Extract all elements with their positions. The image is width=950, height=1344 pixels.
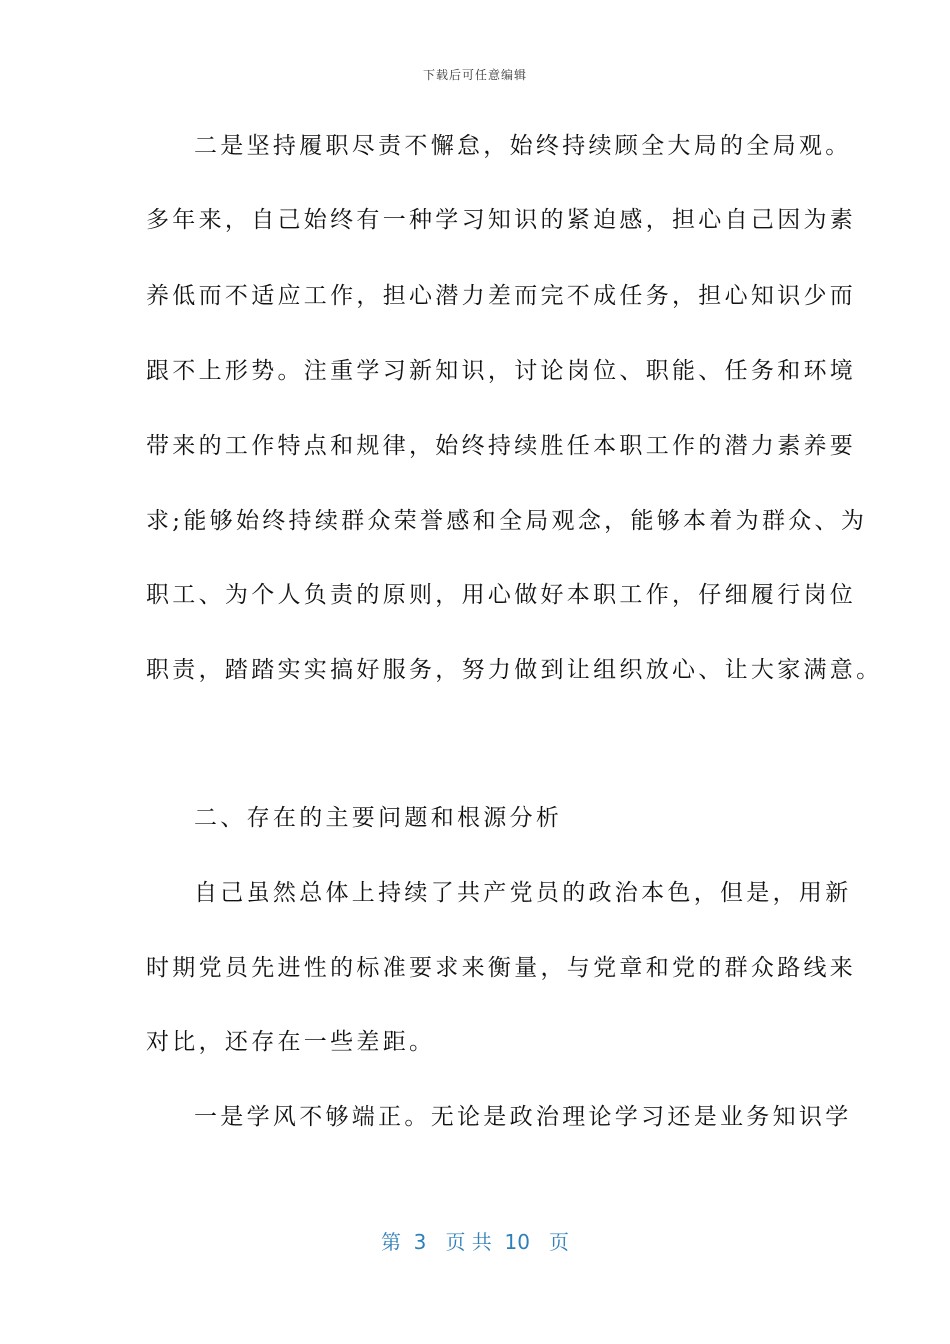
paragraph-line: 职工、为个人负责的原则，用心做好本职工作，仔细履行岗位 bbox=[146, 582, 857, 608]
paragraph-line: 跟不上形势。注重学习新知识，讨论岗位、职能、任务和环境 bbox=[146, 358, 857, 384]
paragraph-line: 职责，踏踏实实搞好服务，努力做到让组织放心、让大家满意。 bbox=[146, 657, 883, 683]
paragraph-line: 求;能够始终持续群众荣誉感和全局观念，能够本着为群众、为 bbox=[146, 508, 868, 534]
paragraph-line: 自己虽然总体上持续了共产党员的政治本色，但是，用新 bbox=[194, 880, 852, 906]
paragraph-line: 一是学风不够端正。无论是政治理论学习还是业务知识学 bbox=[194, 1104, 852, 1130]
section-heading: 二、存在的主要问题和根源分析 bbox=[194, 805, 563, 831]
paragraph-line: 带来的工作特点和规律，始终持续胜任本职工作的潜力素养要 bbox=[146, 433, 857, 459]
paragraph-line: 养低而不适应工作，担心潜力差而完不成任务，担心知识少而 bbox=[146, 283, 857, 309]
paragraph-line: 对比，还存在一些差距。 bbox=[146, 1029, 436, 1055]
page-number-footer: 第 3 页 共 10 页 bbox=[380, 1230, 570, 1254]
paragraph-line: 时期党员先进性的标准要求来衡量，与党章和党的群众路线来 bbox=[146, 955, 857, 981]
paragraph-line: 二是坚持履职尽责不懈怠，始终持续顾全大局的全局观。 bbox=[194, 133, 852, 159]
header-note: 下载后可任意编辑 bbox=[422, 68, 527, 82]
paragraph-line: 多年来，自己始终有一种学习知识的紧迫感，担心自己因为素 bbox=[146, 207, 857, 233]
